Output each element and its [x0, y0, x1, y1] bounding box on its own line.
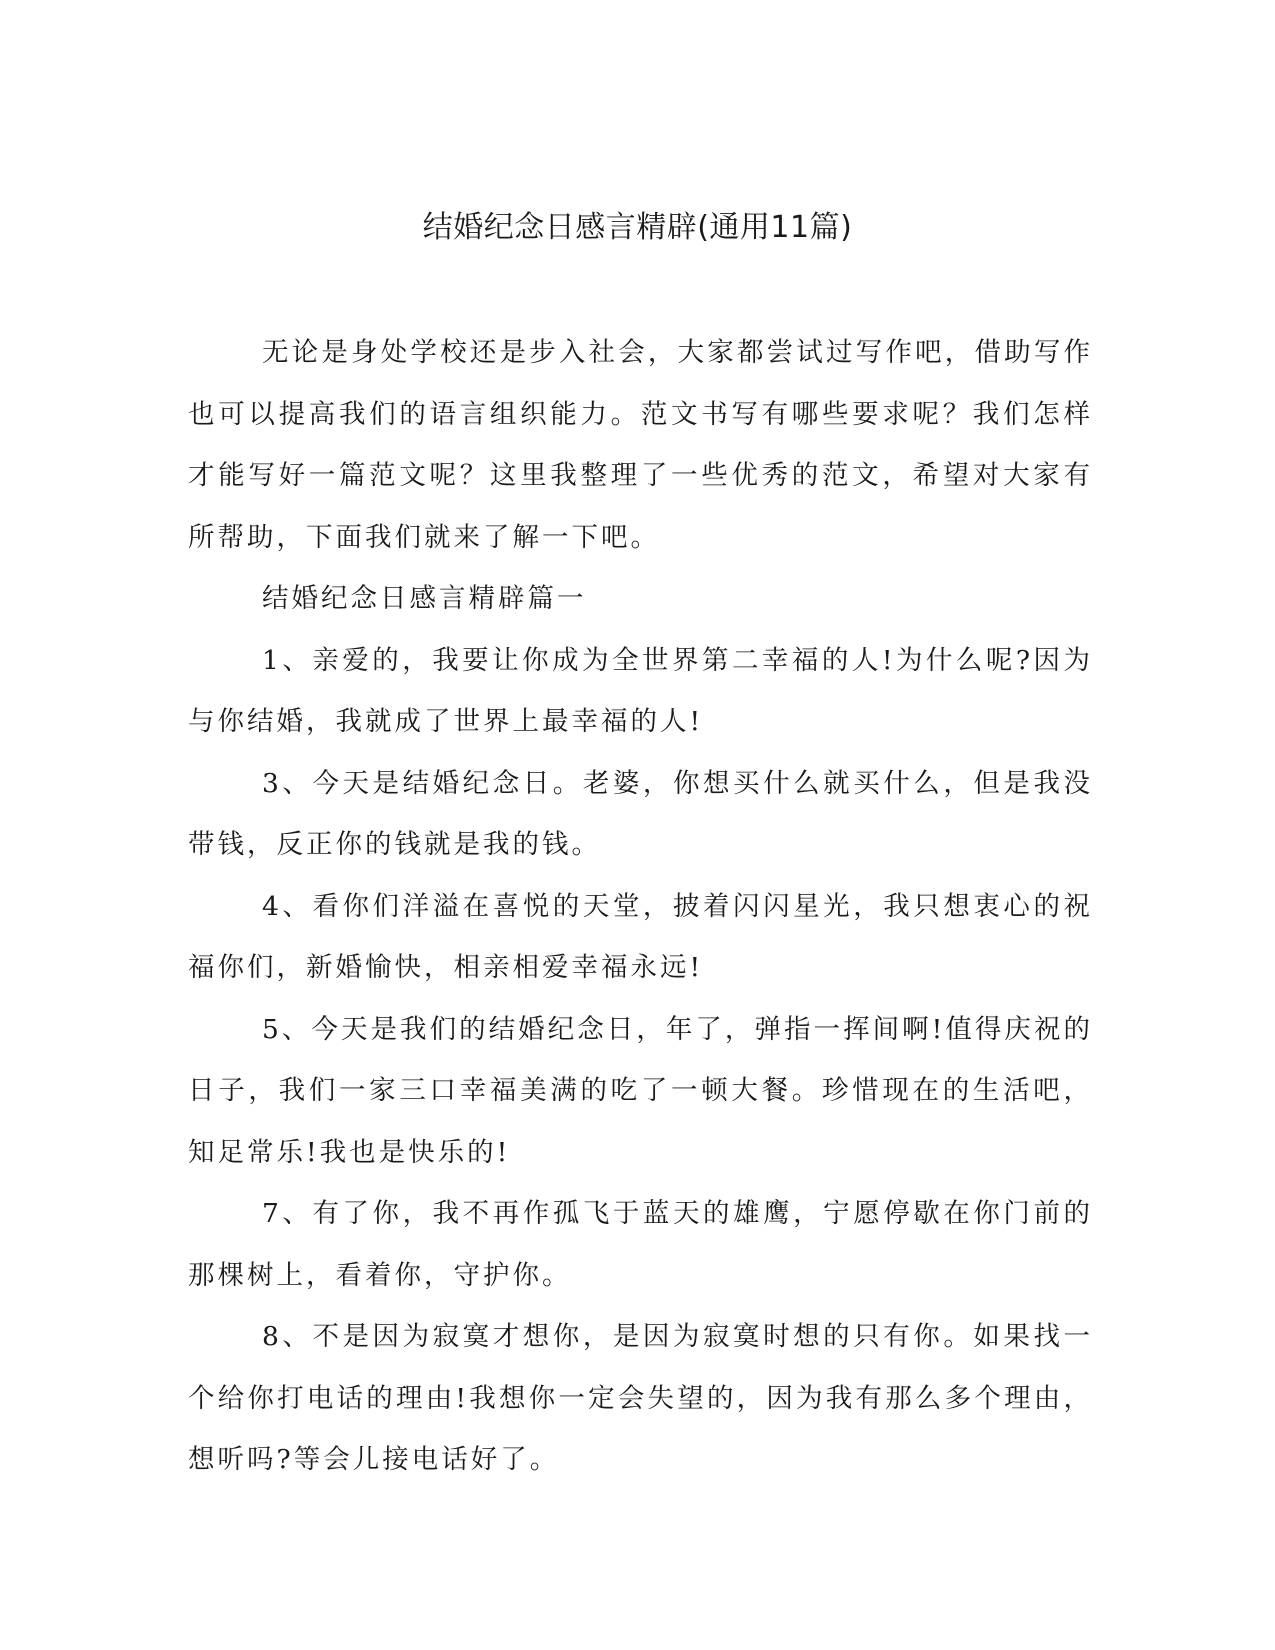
- quote-paragraph-4: 4、看你们洋溢在喜悦的天堂，披着闪闪星光，我只想衷心的祝福你们，新婚愉快，相亲相爱幸福永远!: [188, 890, 1093, 983]
- section-heading: 结婚纪念日感言精辟篇一: [262, 583, 587, 614]
- quote-paragraph-5: 5、今天是我们的结婚纪念日，年了，弹指一挥间啊!值得庆祝的日子，我们一家三口幸福美满的吃了一顿大餐。珍惜现在的生活吧，知足常乐!我也是快乐的!: [188, 1013, 1093, 1168]
- quote-paragraph-3: 3、今天是结婚纪念日。老婆，你想买什么就买什么，但是我没带钱，反正你的钱就是我的钱。: [188, 767, 1093, 860]
- quote-paragraph-7: 7、有了你，我不再作孤飞于蓝天的雄鹰，宁愿停歇在你门前的那棵树上，看着你，守护你。: [188, 1198, 1093, 1291]
- quote-paragraph-1: 1、亲爱的，我要让你成为全世界第二幸福的人!为什么呢?因为与你结婚，我就成了世界上最幸福的人!: [188, 644, 1093, 737]
- document-body: [188, 322, 1093, 1491]
- quote-paragraph-8: 8、不是因为寂寞才想你，是因为寂寞时想的只有你。如果找一个给你打电话的理由!我想你一定会失望的，因为我有那么多个理由，想听吗?等会儿接电话好了。: [188, 1321, 1093, 1475]
- intro-paragraph: 无论是身处学校还是步入社会，大家都尝试过写作吧，借助写作也可以提高我们的语言组织能力。范文书写有哪些要求呢？我们怎样才能写好一篇范文呢？这里我整理了一些优秀的范文，希望对大家有所帮助，下面我们就来了解一下吧。: [188, 337, 1093, 553]
- document-title: 结婚纪念日感言精辟(通用11篇): [422, 210, 853, 245]
